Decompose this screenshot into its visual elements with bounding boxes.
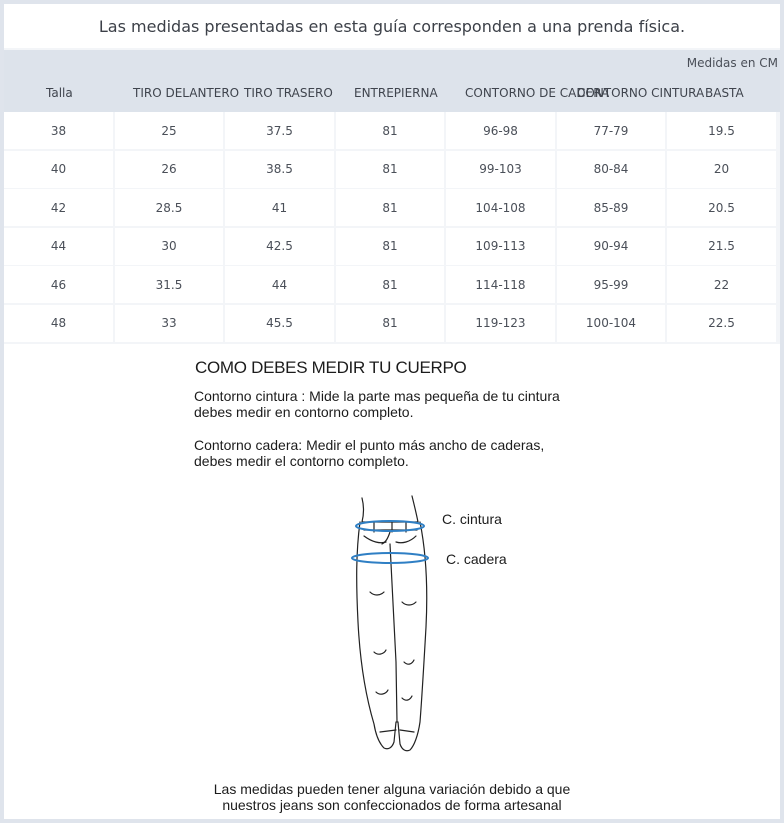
column-header-contorno-cintura: CONTORNO CINTURA — [577, 86, 705, 100]
table-cell: 22 — [667, 266, 776, 303]
table-cell: 22.5 — [667, 305, 776, 342]
table-cell: 21.5 — [667, 228, 776, 265]
table-cell: 40 — [4, 151, 113, 188]
table-cell: 26 — [115, 151, 223, 188]
table-cell: 46 — [4, 266, 113, 303]
table-cell: 20 — [667, 151, 776, 188]
guide-title: COMO DEBES MEDIR TU CUERPO — [195, 358, 467, 377]
table-cell: 81 — [336, 305, 444, 342]
table-cell: 119-123 — [446, 305, 555, 342]
table-cell: 80-84 — [557, 151, 665, 188]
footer-note — [4, 781, 780, 813]
table-cell: 20.5 — [667, 189, 776, 226]
table-cell: 31.5 — [115, 266, 223, 303]
units-label: Medidas en CM — [686, 56, 778, 70]
waist-instruction-line: debes medir en contorno completo. — [194, 404, 414, 420]
table-cell: 41 — [225, 189, 334, 226]
table-cell: 90-94 — [557, 228, 665, 265]
waist-instructions — [194, 388, 614, 420]
table-cell: 95-99 — [557, 266, 665, 303]
hip-instruction-line: debes medir el contorno completo. — [194, 453, 409, 469]
table-cell: 42.5 — [225, 228, 334, 265]
table-cell: 85-89 — [557, 189, 665, 226]
table-cell: 96-98 — [446, 112, 555, 149]
column-header-entrepierna: ENTREPIERNA — [354, 86, 438, 100]
table-cell: 81 — [336, 112, 444, 149]
jeans-illustration — [340, 492, 540, 758]
column-header-tiro-delantero: TIRO DELANTERO — [133, 86, 240, 100]
column-header-talla: Talla — [46, 86, 73, 100]
table-row — [4, 189, 780, 226]
table-row — [4, 228, 780, 265]
table-cell: 19.5 — [667, 112, 776, 149]
table-row — [4, 151, 780, 188]
hip-instructions — [194, 437, 614, 469]
table-cell: 38.5 — [225, 151, 334, 188]
table-cell: 37.5 — [225, 112, 334, 149]
footer-note-line: Las medidas pueden tener alguna variación debido a que — [213, 781, 571, 797]
table-header — [4, 50, 780, 112]
footer-note-line: nuestros jeans son confeccionados de forma artesanal — [222, 797, 562, 813]
table-row — [4, 112, 780, 149]
size-guide — [4, 4, 780, 819]
table-cell: 99-103 — [446, 151, 555, 188]
table-cell: 77-79 — [557, 112, 665, 149]
table-cell: 81 — [336, 266, 444, 303]
jeans-drawing-icon — [340, 492, 540, 758]
column-header-contorno-cadera: CONTORNO DE CADERA — [465, 86, 610, 100]
column-header-basta: BASTA — [705, 86, 744, 100]
table-cell: 44 — [225, 266, 334, 303]
column-header-tiro-trasero: TIRO TRASERO — [244, 86, 333, 100]
table-row — [4, 266, 780, 303]
table-cell: 114-118 — [446, 266, 555, 303]
table-cell: 100-104 — [557, 305, 665, 342]
table-cell: 44 — [4, 228, 113, 265]
table-cell: 81 — [336, 189, 444, 226]
table-cell: 30 — [115, 228, 223, 265]
disclaimer-note: Las medidas presentadas en esta guía corresponden a una prenda física. — [4, 4, 780, 48]
waist-instruction-line: Contorno cintura : Mide la parte mas pequeña de tu cintura — [194, 388, 560, 404]
table-cell: 33 — [115, 305, 223, 342]
table-cell: 42 — [4, 189, 113, 226]
table-cell: 38 — [4, 112, 113, 149]
table-cell: 48 — [4, 305, 113, 342]
waist-label: C. cintura — [442, 511, 502, 527]
table-cell: 25 — [115, 112, 223, 149]
table-cell: 45.5 — [225, 305, 334, 342]
hip-label: C. cadera — [446, 551, 507, 567]
table-row — [4, 305, 780, 342]
table-cell: 104-108 — [446, 189, 555, 226]
size-table-body — [4, 112, 780, 344]
table-cell: 28.5 — [115, 189, 223, 226]
table-cell: 81 — [336, 228, 444, 265]
table-cell: 109-113 — [446, 228, 555, 265]
measuring-guide — [4, 344, 780, 819]
table-cell: 81 — [336, 151, 444, 188]
hip-instruction-line: Contorno cadera: Medir el punto más ancho de caderas, — [194, 437, 545, 453]
